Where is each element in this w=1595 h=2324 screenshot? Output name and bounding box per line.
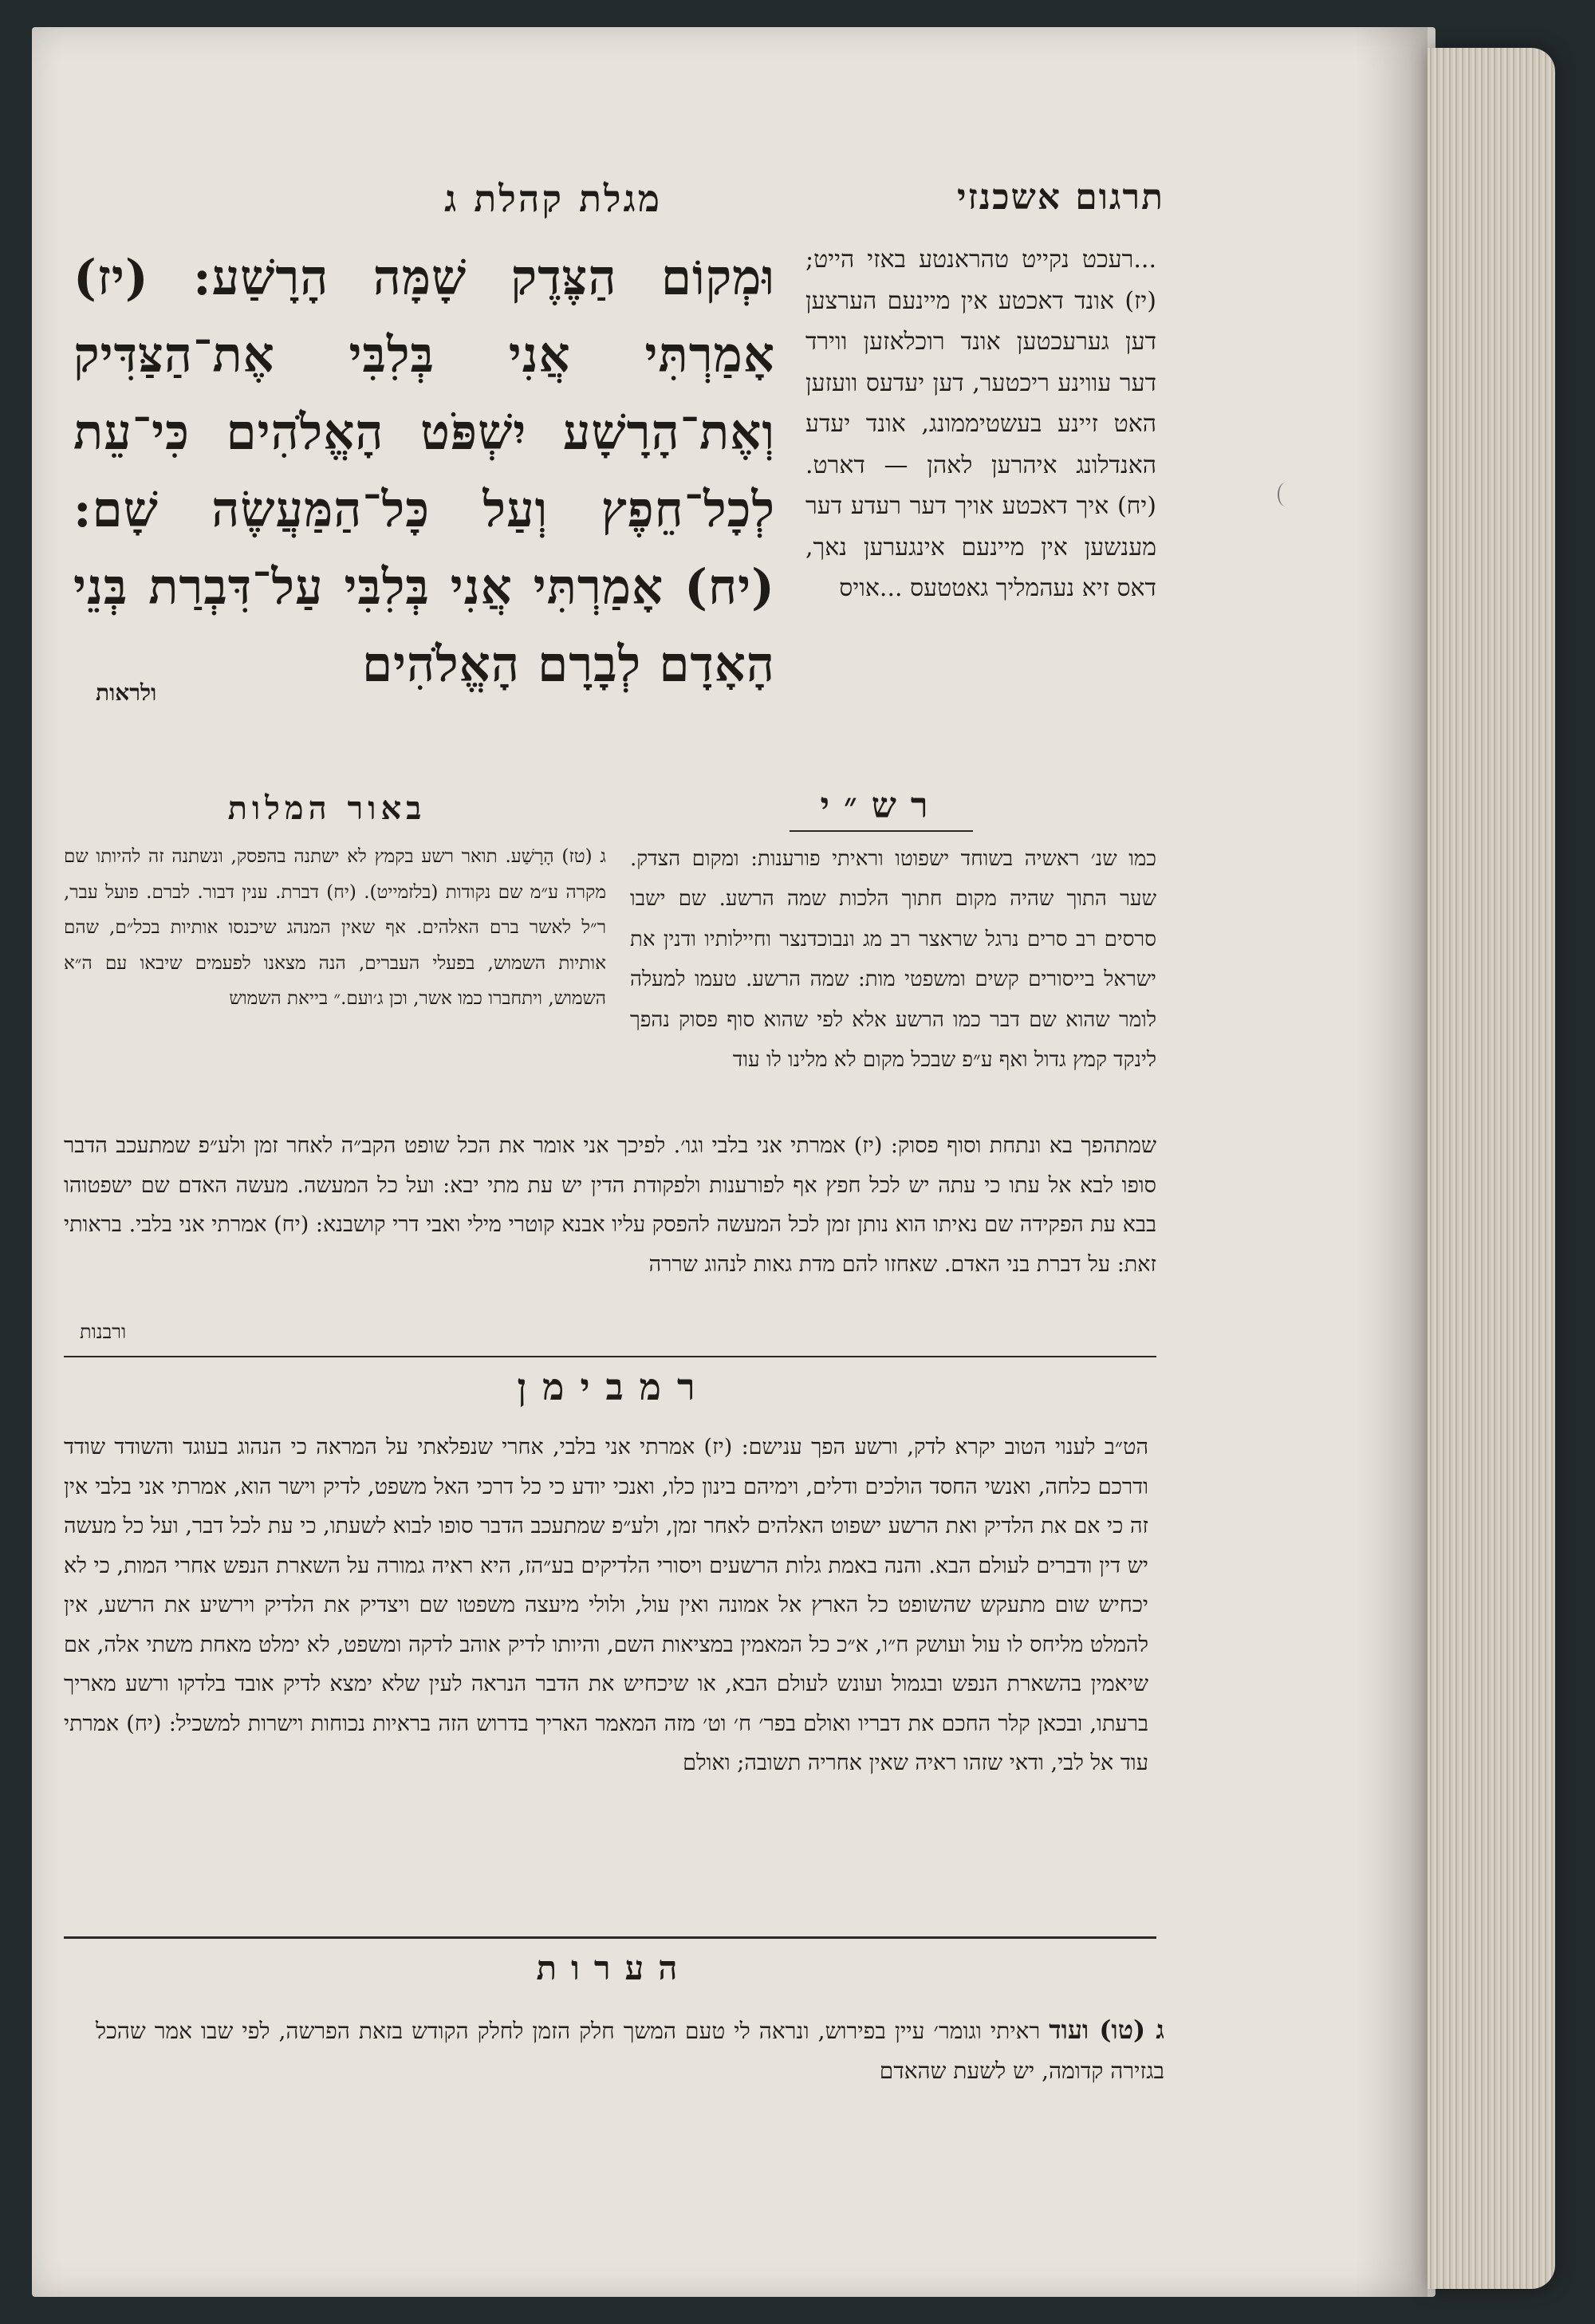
notes-paragraph (96, 2010, 1164, 2091)
biur-title: באור המלות (227, 790, 427, 827)
ramban-section (64, 1428, 1148, 1783)
divider-rule-notes (64, 1936, 1156, 1939)
rashi-title: רש״י (790, 786, 973, 832)
ramban-title: רמבימן (517, 1365, 711, 1408)
main-catchword: ולראות (96, 679, 157, 706)
running-head-book: מגלת קהלת ג (444, 177, 662, 220)
main-verses: וּמְקוֹם הַצֶּדֶק שָׁמָּה הָרָשַׁע: (יז) אָמַרְתִּי אֲנִי בְּלִבִּי אֶת־הַצַּדִּיק וְאֶת־הָרָשָׁע יִשְׁפֹּט הָאֱלֹהִים כִּי־עֵת לְכָל־חֵפֶץ וְעַל כָּל־הַמַּעֲשֶׂה שָׁם: (יח) אָמַרְתִּי אֲנִי בְּלִבִּי עַל־דִּבְרַת בְּנֵי הָאָדָם לְבָרָם הָאֱלֹהִים (73, 250, 775, 693)
page-edges (1428, 48, 1555, 2289)
translation-column (805, 239, 1156, 609)
notes-text: ראיתי וגומר׳ עיין בפירוש, ונראה לי טעם המשך חלק הזמן לחלק הקודש בזאת הפרשה, לפי שבו אמר שהכל בגזירה קדומה, יש לשעת שהאדם (96, 2018, 1164, 2084)
running-head-translation: תרגום אשכנזי (956, 177, 1164, 218)
notes-lead: ג (טו) ועוד (1049, 2015, 1164, 2045)
biur-column (64, 839, 606, 1017)
rashi-catchword: ורבנות (80, 1321, 127, 1343)
rashi-wide-text: שמתהפך בא ונתחת וסוף פסוק: (יז) אמרתי אני בלבי וגו׳. לפיכך אני אומר את הכל שופט הקב״ה לאחר זמן ולע״פ שמתעכב הדבר סופו לבא אל עתו כי עתה יש לכל חפץ אף לפורענות ולפקודת הדין יש עת מתי יבא: ועל כל המעשה. מעשה האדם שם ישפטוהו בבא עת הפקידה שם נאיתו הוא נותן זמן לכל המעשה להפסק עליו אבנא קוטרי מילי ואבי דרי קושבנא: (יח) אמרתי אני בלבי. בראותי זאת: על דברת בני האדם. שאחזו להם מדת גאות לנהוג שררה (64, 1133, 1156, 1277)
main-hebrew-text (73, 239, 775, 703)
divider-rule (64, 1356, 1156, 1357)
translation-text: ...רעכט נקייט טהראנטע באזי הייט; (יז) אונד דאכטע אין מיינעם הערצען דען גערעכטען אונד רוכלאזען ווירד דער עווינע ריכטער, דען יעדעס וועזען האט זיינע בעשטיממונג, אונד יעדע האנדלונג איהרען לאהן — דארט. (יח) איך דאכטע אויך דער רעדע דער מענשען אין מיינעם אינגערען נאך, דאס זיא נעהמליך גאטטעס ...אויס (805, 246, 1156, 602)
notes-section (96, 2010, 1164, 2091)
rashi-column-text: כמו שנ׳ ראשיה בשוחד ישפוטו וראיתי פורענות: ומקום הצדק. שער התוך שהיה מקום חתוך הלכות שמה הרשע. שם ישבו סרסים רב סרים נרגל שראצר רב מג ונבוכדנצר וחיילותיו ודנין את ישראל בייסורים קשים ומשפטי מות: שמה הרשע. טעמו למעלה לומר שהוא שם דבר כמו הרשע אלא לפי שהוא סוף פסוק נהפך לינקד קמץ גדול ואף ע״פ שבכל מקום לא מלינו לו עוד (630, 847, 1156, 1073)
ramban-text: הט״ב לענוי הטוב יקרא לדק, ורשע הפך ענישם: (יז) אמרתי אני בלבי, אחרי שנפלאתי על המראה כי הנהוג בעוגד והשודד שודד ודרכם כלחה, ואנשי החסד הולכים ודלים, וימיהם בינון כלו, ואנכי יודע כי כל דרכי האל משפט, לדיק וישר הוא, אמרתי אני בלבי אין זה כי אם את הלדיק ואת הרשע ישפוט האלהים לאחר זמן, ולע״פ שמתעכב הדבר סופו לבוא לשעתו, כי עת לכל דבר, ועל כל מעשה יש דין ודברים לעולם הבא. והנה באמת גלות הרשעים ויסורי הלדיקים בע״הז, היא ראיה גמורה על השארת הנפש אחרי המות, כי לא יכחיש שום מתעקש שהשופט כל הארץ אל אמונה ואין עול, ולולי מיעצה משפטו שם ויצדיק את הלדיק וירשיע את הרשע, אין להמלט מליחס לו עול ועושק ח״ו, א״כ כל המאמין במציאות השם, והיותו לדיק אוהב לדקה ומשפט, לא ימלט מאחת משתי אלה, אם שיאמין בהשארת הנפש ובגמול ועונש לעולם הבא, או שיכחיש את הדבר הנראה לעין שלא ימצא לדיק אובד בלדקו ורשע מאריך ברעתו, ובכאן קלר החכם את דבריו ואולם בפר׳ ח׳ וט׳ מזה המאמר האריך בדרוש הזה בראיות נכוחות וישרות למשכיל: (יח) אמרתי עוד אל לבי, ודאי שזהו ראיה שאין אחריה תשובה; ואולם (64, 1435, 1148, 1775)
paper-mark (1278, 483, 1294, 506)
rashi-column (630, 839, 1156, 1080)
biur-text: ג (טז) הָרָשַׁע. תואר רשע בקמץ לא ישתנה בהפסק, ונשתנה זה להיותו שם מקרה ע״מ שם נקודות (בלזמייט). (יח) דברת. ענין דבור. לברם. פועל עבר, ר״ל לאשר ברם האלהים. אף שאין המנהג שיכנסו אותיות בכל״ם, שהם אותיות השמוש, בפעלי העברים, הנה מצאנו לפעמים שיבאו עם ה״א השמוש, ויתחברו כמו אשר, וכן ג׳ועם.״ בייאת השמוש (64, 846, 606, 1009)
notes-title: הערות (536, 1948, 692, 1987)
rashi-continuation (64, 1126, 1156, 1284)
page-gutter (1356, 27, 1428, 2297)
